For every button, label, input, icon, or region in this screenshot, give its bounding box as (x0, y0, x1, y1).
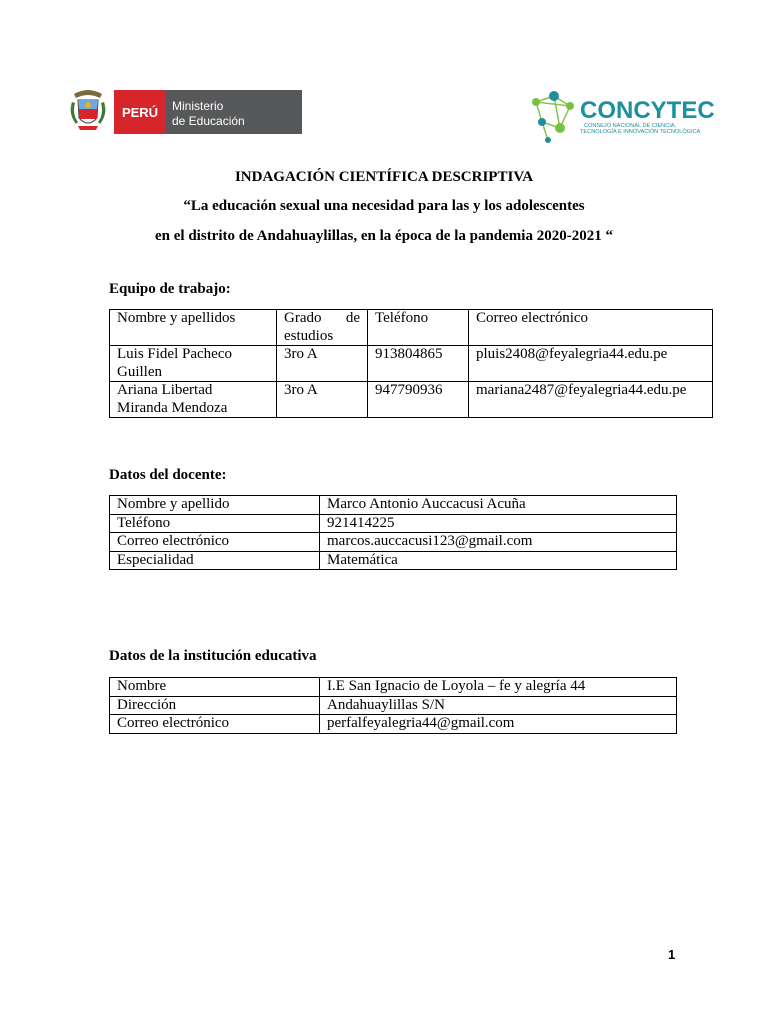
member-name (110, 382, 277, 418)
school-table (109, 677, 677, 734)
teacher-label: Teléfono (110, 514, 320, 533)
header-name: Nombre y apellidos (110, 310, 277, 346)
teacher-value: 921414225 (320, 514, 677, 533)
member-name-line2: Guillen (117, 363, 162, 380)
ministry-line2: de Educación (172, 114, 245, 128)
member-grade: 3ro A (277, 346, 368, 382)
member-phone: 913804865 (368, 346, 469, 382)
teacher-label: Nombre y apellido (110, 496, 320, 515)
teacher-heading: Datos del docente: (109, 467, 227, 483)
teacher-value: Marco Antonio Auccacusi Acuña (320, 496, 677, 515)
teacher-table (109, 495, 677, 570)
member-name (110, 346, 277, 382)
school-label: Dirección (110, 696, 320, 715)
school-value: I.E San Ignacio de Loyola – fe y alegría 44 (320, 678, 677, 697)
member-email: pluis2408@feyalegria44.edu.pe (469, 346, 713, 382)
team-heading: Equipo de trabajo: (109, 281, 231, 297)
header-phone: Teléfono (368, 310, 469, 346)
ministry-line1: Ministerio (172, 99, 224, 113)
concytec-tagline-line2: TECNOLOGÍA E INNOVACIÓN TECNOLÓGICA (580, 129, 701, 135)
school-label: Correo electrónico (110, 715, 320, 734)
concytec-name: CONCYTEC (580, 97, 715, 124)
document-subtitle-line1: “La educación sexual una necesidad para las y los adolescentes (183, 198, 585, 214)
table-row (110, 346, 713, 382)
teacher-value: marcos.auccacusi123@gmail.com (320, 533, 677, 552)
table-row (110, 715, 677, 734)
peru-label: PERÚ (121, 105, 159, 120)
member-grade: 3ro A (277, 382, 368, 418)
member-email: mariana2487@feyalegria44.edu.pe (469, 382, 713, 418)
document-subtitle-line2: en el distrito de Andahuaylillas, en la época de la pandemia 2020-2021 “ (155, 228, 613, 244)
school-value: Andahuaylillas S/N (320, 696, 677, 715)
table-row (110, 551, 677, 570)
school-label: Nombre (110, 678, 320, 697)
molecule-network-icon (532, 91, 574, 143)
concytec-logo (526, 88, 722, 148)
header-grade-line1: Grado de (284, 310, 360, 326)
peru-coat-of-arms-icon (71, 90, 106, 130)
page-number: 1 (668, 947, 676, 962)
school-value: perfalfeyalegria44@gmail.com (320, 715, 677, 734)
concytec-tagline-line1: CONSEJO NACIONAL DE CIENCIA, (584, 123, 677, 129)
header-email: Correo electrónico (469, 310, 713, 346)
table-row (110, 514, 677, 533)
table-row (110, 678, 677, 697)
header-grade (277, 310, 368, 346)
teacher-label: Correo electrónico (110, 533, 320, 552)
team-header-row (110, 310, 713, 346)
member-name-line1: Ariana Libertad (117, 382, 213, 398)
document-title: INDAGACIÓN CIENTÍFICA DESCRIPTIVA (234, 169, 534, 185)
school-heading: Datos de la institución educativa (109, 648, 317, 664)
table-row (110, 496, 677, 515)
member-phone: 947790936 (368, 382, 469, 418)
ministerio-educacion-logo (66, 88, 304, 136)
team-table (109, 309, 713, 418)
table-row (110, 696, 677, 715)
teacher-value: Matemática (320, 551, 677, 570)
teacher-label: Especialidad (110, 551, 320, 570)
table-row (110, 382, 713, 418)
member-name-line2: Miranda Mendoza (117, 399, 228, 416)
header-grade-line2: estudios (284, 327, 334, 344)
table-row (110, 533, 677, 552)
member-name-line1: Luis Fidel Pacheco (117, 346, 232, 362)
